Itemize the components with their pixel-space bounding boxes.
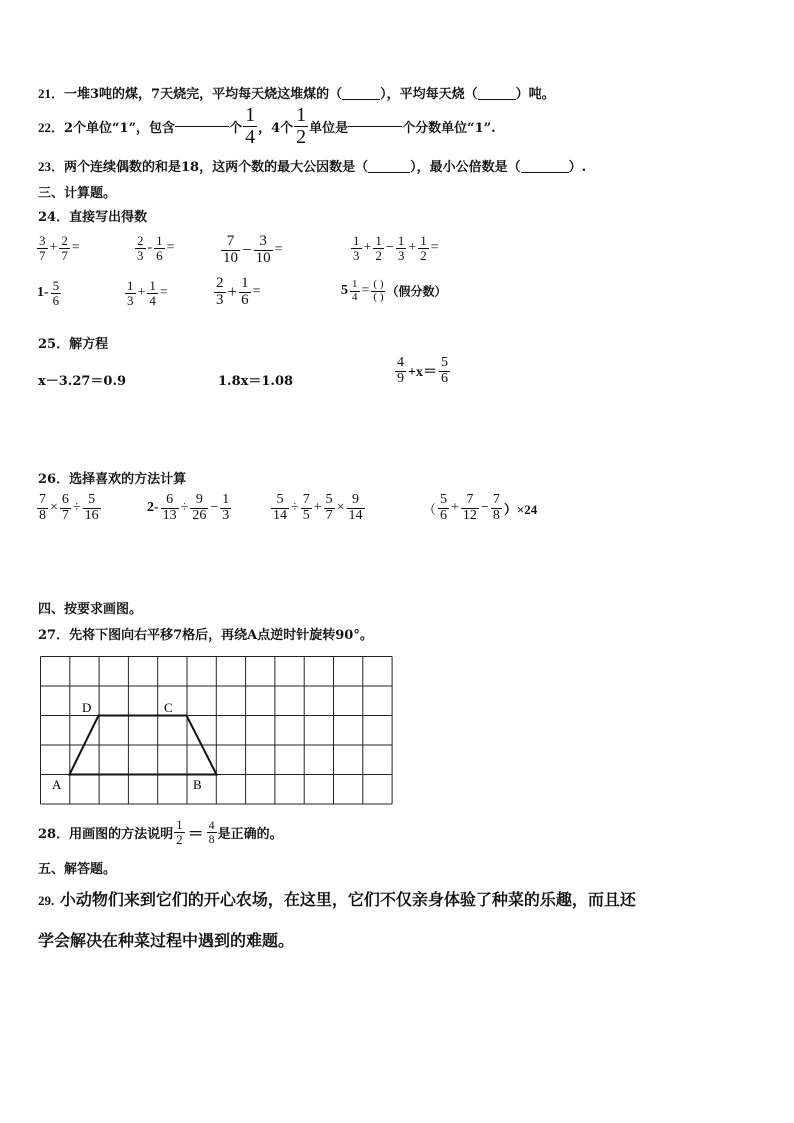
fraction: $\frac{1}{3}$ [127, 278, 134, 308]
fraction: $\frac{1}{4}$ [245, 103, 256, 148]
question-26-title: 26．选择喜欢的方法计算 [38, 472, 187, 487]
grid-figure[interactable] [38, 654, 396, 806]
answer-blank[interactable] [175, 125, 229, 127]
fraction: $\frac{3}{7}$ [39, 233, 46, 263]
question-28: 28．用画图的方法说明 $\frac{1}{2}$ ＝ $\frac{4}{8}$ 是正确的。 [38, 817, 283, 847]
fraction: $\frac{1}{2}$ [296, 103, 307, 148]
fraction-blank: $\frac{( )}{( )}$ [373, 278, 384, 303]
question-23: 23．两个连续偶数的和是18，这两个数的最大公因数是（ ），最小公倍数是（ ）. [38, 159, 587, 175]
equation-3: $\frac{4}{9}$ +x＝ $\frac{5}{6}$ [397, 355, 448, 386]
expr-24-8: 5 $\frac{1}{4}$ = $\frac{( )}{( )}$ （假分数） [341, 278, 447, 303]
expr-26-4: （ $\frac{5}{6}$ + $\frac{7}{12}$ − $\frac{7}{8}$ ）×24 [423, 492, 538, 523]
question-22: 22． 2个单位“1”，包含 个 $\frac{1}{4}$ ，4个 $\frac{1}{2}$ 单位是 个分数单位“1”. [38, 103, 496, 148]
fraction: $\frac{1}{6}$ [156, 233, 163, 263]
fraction: $\frac{1}{4}$ [149, 278, 156, 308]
equation-1: x－3.27＝0.9 [38, 374, 127, 389]
fraction: $\frac{5}{6}$ [52, 278, 60, 308]
answer-blank[interactable] [368, 171, 410, 173]
section-heading-4: 四、按要求画图。 [38, 602, 143, 617]
answer-blank[interactable] [521, 171, 569, 173]
answer-blank[interactable] [348, 125, 402, 127]
fraction: $\frac{1}{6}$ [241, 275, 249, 308]
equation-2: 1.8x＝1.08 [218, 374, 294, 389]
label-C: C [164, 700, 173, 715]
fraction: $\frac{7}{10}$ [223, 233, 238, 266]
expr-24-2: $\frac{2}{3}$ - $\frac{1}{6}$ = [137, 233, 175, 263]
fraction: $\frac{4}{9}$ [397, 355, 404, 386]
question-29-line-1: 29. 小动物们来到它们的开心农场，在这里，它们不仅亲身体验了种菜的乐趣，而且还 [38, 890, 636, 909]
expr-24-4: $\frac{1}{3}$ + $\frac{1}{2}$ − $\frac{1}{3}$ + $\frac{1}{2}$ = [353, 233, 439, 263]
answer-blank[interactable] [478, 98, 516, 100]
question-21: 21．一堆3吨的煤，7天烧完，平均每天烧这堆煤的（ ），平均每天烧（ ）吨。 [38, 86, 555, 102]
question-27-title: 27．先将下图向右平移7格后，再绕A点逆时针旋转90°。 [38, 628, 373, 643]
expr-24-5: 1- $\frac{5}{6}$ [37, 278, 60, 308]
label-B: B [193, 777, 202, 792]
label-A: A [52, 777, 62, 792]
expr-24-3: $\frac{7}{10}$ − $\frac{3}{10}$ = [223, 233, 283, 266]
expr-24-1: $\frac{3}{7}$ + $\frac{2}{7}$ = [39, 233, 80, 263]
question-25-title: 25．解方程 [38, 337, 109, 352]
section-heading-5: 五、解答题。 [38, 862, 117, 877]
expr-24-7: $\frac{2}{3}$ + $\frac{1}{6}$ = [216, 275, 261, 308]
question-24-title: 24．直接写出得数 [38, 210, 148, 225]
fraction: $\frac{1}{2}$ [176, 817, 183, 847]
fraction: $\frac{1}{4}$ [352, 278, 358, 303]
section-heading-3: 三、计算题。 [38, 186, 117, 201]
fraction: $\frac{1}{3}$ [397, 233, 405, 263]
fraction: $\frac{2}{3}$ [137, 233, 144, 263]
fraction: $\frac{1}{2}$ [420, 233, 427, 263]
question-29-line-2: 学会解决在种菜过程中遇到的难题。 [38, 931, 295, 950]
fraction: $\frac{4}{8}$ [208, 818, 215, 846]
expr-26-3: $\frac{5}{14}$ ÷ $\frac{7}{5}$ + $\frac{5}{7}$ × $\frac{9}{14}$ [273, 492, 363, 523]
answer-blank[interactable] [342, 98, 380, 100]
fraction: $\frac{2}{7}$ [61, 233, 68, 263]
expr-26-2: 2- $\frac{6}{13}$ ÷ $\frac{9}{26}$ − $\frac{1}{3}$ [147, 492, 230, 523]
fraction: $\frac{2}{3}$ [216, 275, 224, 308]
fraction: $\frac{5}{6}$ [440, 355, 448, 386]
expr-26-1: $\frac{7}{8}$ × $\frac{6}{7}$ ÷ $\frac{5}{16}$ [39, 492, 99, 523]
expr-24-6: $\frac{1}{3}$ + $\frac{1}{4}$ = [127, 278, 168, 308]
label-D: D [82, 700, 92, 715]
fraction: $\frac{3}{10}$ [255, 233, 271, 266]
fraction: $\frac{1}{3}$ [353, 233, 360, 263]
fraction: $\frac{1}{2}$ [375, 233, 382, 263]
